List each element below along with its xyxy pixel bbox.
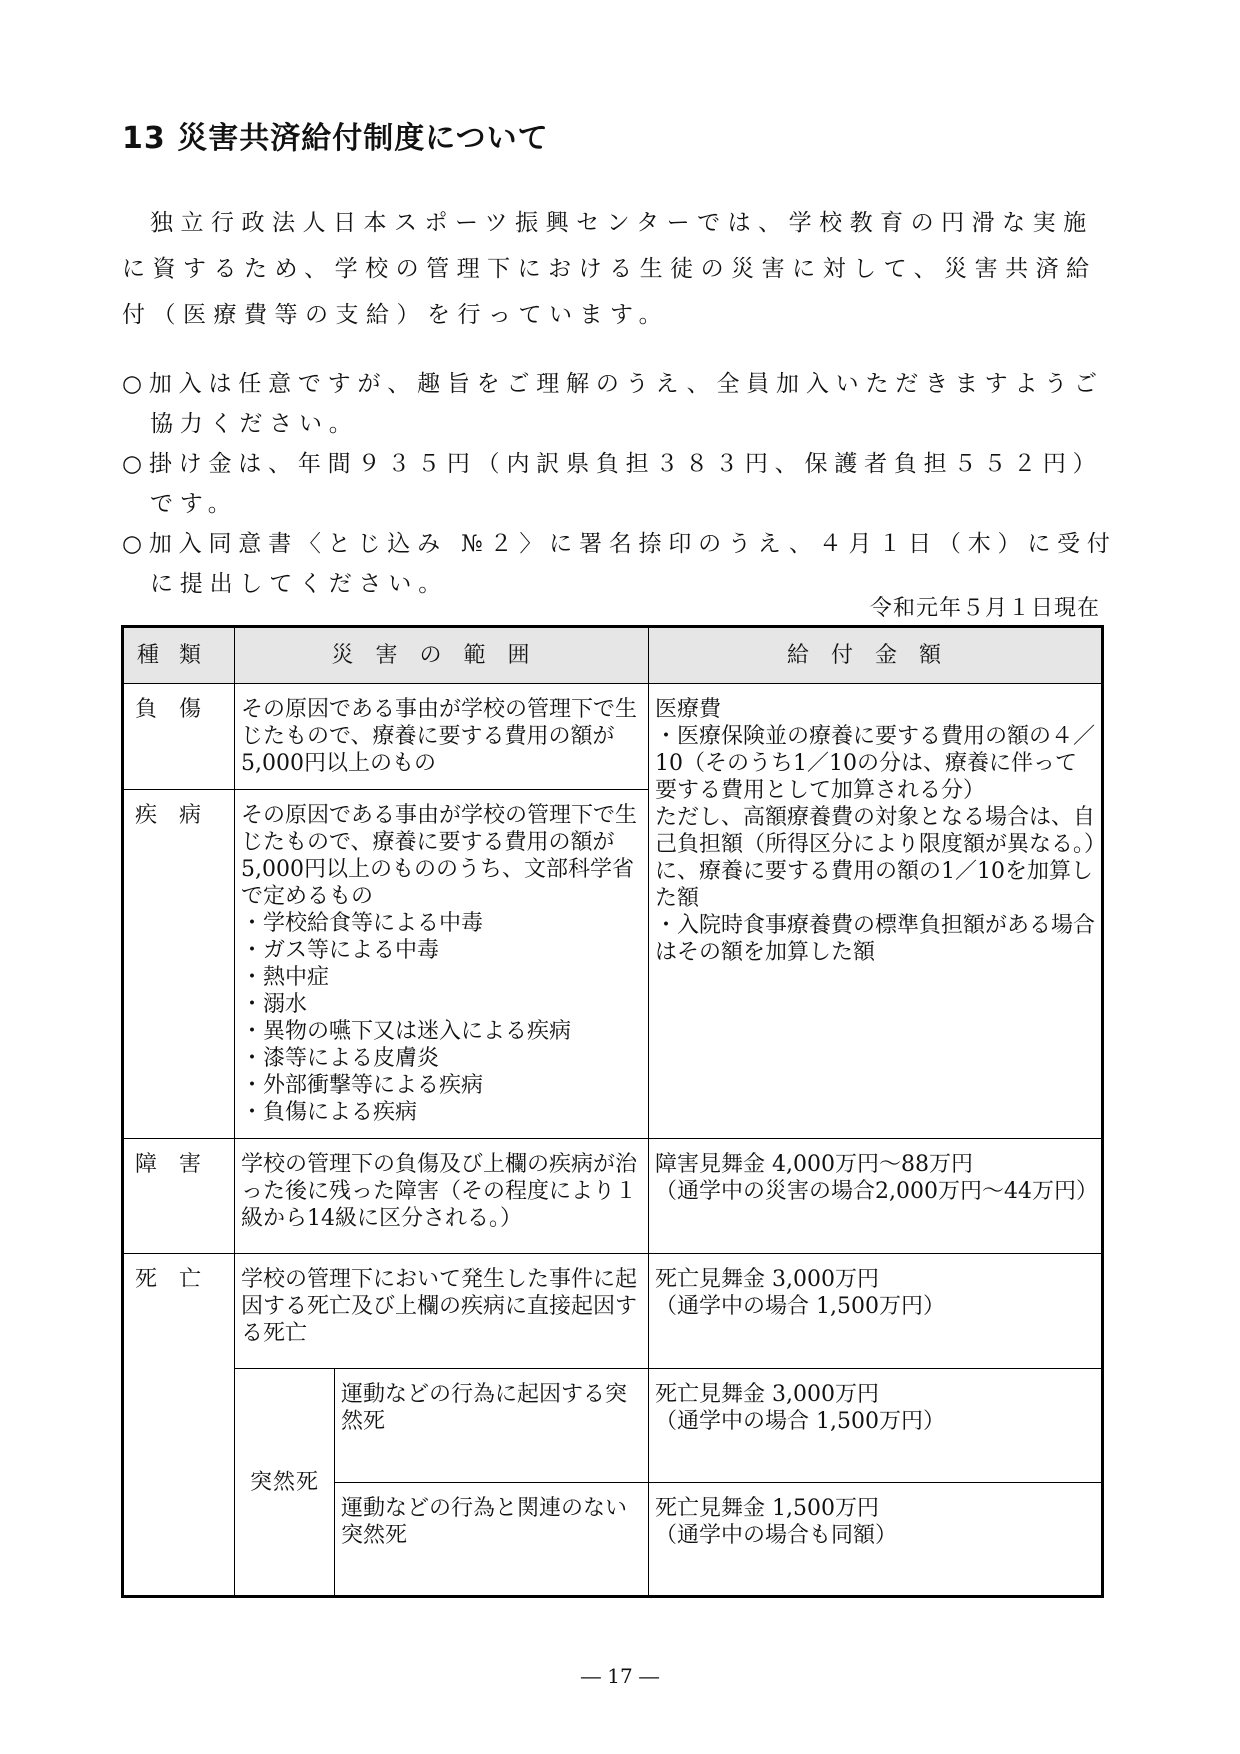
sudden-death-label: 突然死: [235, 1369, 335, 1597]
intro-paragraph: [122, 200, 1122, 338]
scope-sudden-death-exercise: 運動などの行為に起因する突然死: [335, 1369, 649, 1483]
intro-text: 独立行政法人日本スポーツ振興センターでは、学校教育の円滑な実施に資するため、学校の管理下における生徒の災害に対して、災害共済給付（医療費等の支給）を行っています。: [122, 210, 1097, 328]
amount-disability: 障害見舞金 4,000万円～88万円 （通学中の災害の場合2,000万円～44万円）: [649, 1139, 1103, 1254]
table-row: [123, 684, 1103, 790]
type-illness: 疾病: [123, 790, 235, 1139]
scope-illness: その原因である事由が学校の管理下で生じたもので、療養に要する費用の額が5,000円以上のもののうち、文部科学省で定めるもの ・学校給食等による中毒 ・ガス等による中毒 ・熱中症 ・溺水 ・異物の嚥下又は迷入による疾病 ・漆等による皮膚炎 ・外部衝撃等による疾病 ・負傷による疾病: [235, 790, 649, 1139]
scope-injury: その原因である事由が学校の管理下で生じたもので、療養に要する費用の額が5,000円以上のもの: [235, 684, 649, 790]
benefit-table: [121, 625, 1104, 1598]
table-row: [123, 1369, 1103, 1483]
header-scope: 災害の範囲: [235, 627, 649, 684]
scope-death: 学校の管理下において発生した事件に起因する死亡及び上欄の疾病に直接起因する死亡: [235, 1254, 649, 1369]
table-row: [123, 1254, 1103, 1369]
notice-item: ○加入同意書〈とじ込み №２〉に署名捺印のうえ、４月１日（木）に受付に提出してください。: [122, 531, 1117, 597]
table-header-row: [123, 627, 1103, 684]
page-number: ― 17 ―: [580, 1664, 660, 1688]
as-of-date: 令和元年５月１日現在: [869, 596, 1100, 621]
amount-death: 死亡見舞金 3,000万円 （通学中の場合 1,500万円）: [649, 1254, 1103, 1369]
header-type: 種類: [123, 627, 235, 684]
amount-medical: 医療費 ・医療保険並の療養に要する費用の額の４／10（そのうち1／10の分は、療養に伴って要する費用として加算される分） ただし、高額療養費の対象となる場合は、自己負担額（所得区分により限度額が異なる。）に、療養に要する費用の額の1／10を加算した額 ・入院時食事療養費の標準負担額がある場合はその額を加算した額: [649, 684, 1103, 1139]
table-row: [123, 1139, 1103, 1254]
header-amount: 給付金額: [649, 627, 1103, 684]
type-death: 死亡: [123, 1254, 235, 1597]
scope-disability: 学校の管理下の負傷及び上欄の疾病が治った後に残った障害（その程度により１級から14級に区分される。）: [235, 1139, 649, 1254]
notice-item: ○掛け金は、年間９３５円（内訳県負担３８３円、保護者負担５５２円）です。: [122, 451, 1103, 517]
amount-sudden-death-other: 死亡見舞金 1,500万円 （通学中の場合も同額）: [649, 1483, 1103, 1597]
notice-item: ○加入は任意ですが、趣旨をご理解のうえ、全員加入いただきますようご協力ください。: [122, 371, 1104, 437]
page-title: 13 災害共済給付制度について: [122, 121, 549, 156]
amount-sudden-death-exercise: 死亡見舞金 3,000万円 （通学中の場合 1,500万円）: [649, 1369, 1103, 1483]
type-injury: 負傷: [123, 684, 235, 790]
scope-sudden-death-other: 運動などの行為と関連のない突然死: [335, 1483, 649, 1597]
type-disability: 障害: [123, 1139, 235, 1254]
notice-list: [122, 364, 1132, 604]
